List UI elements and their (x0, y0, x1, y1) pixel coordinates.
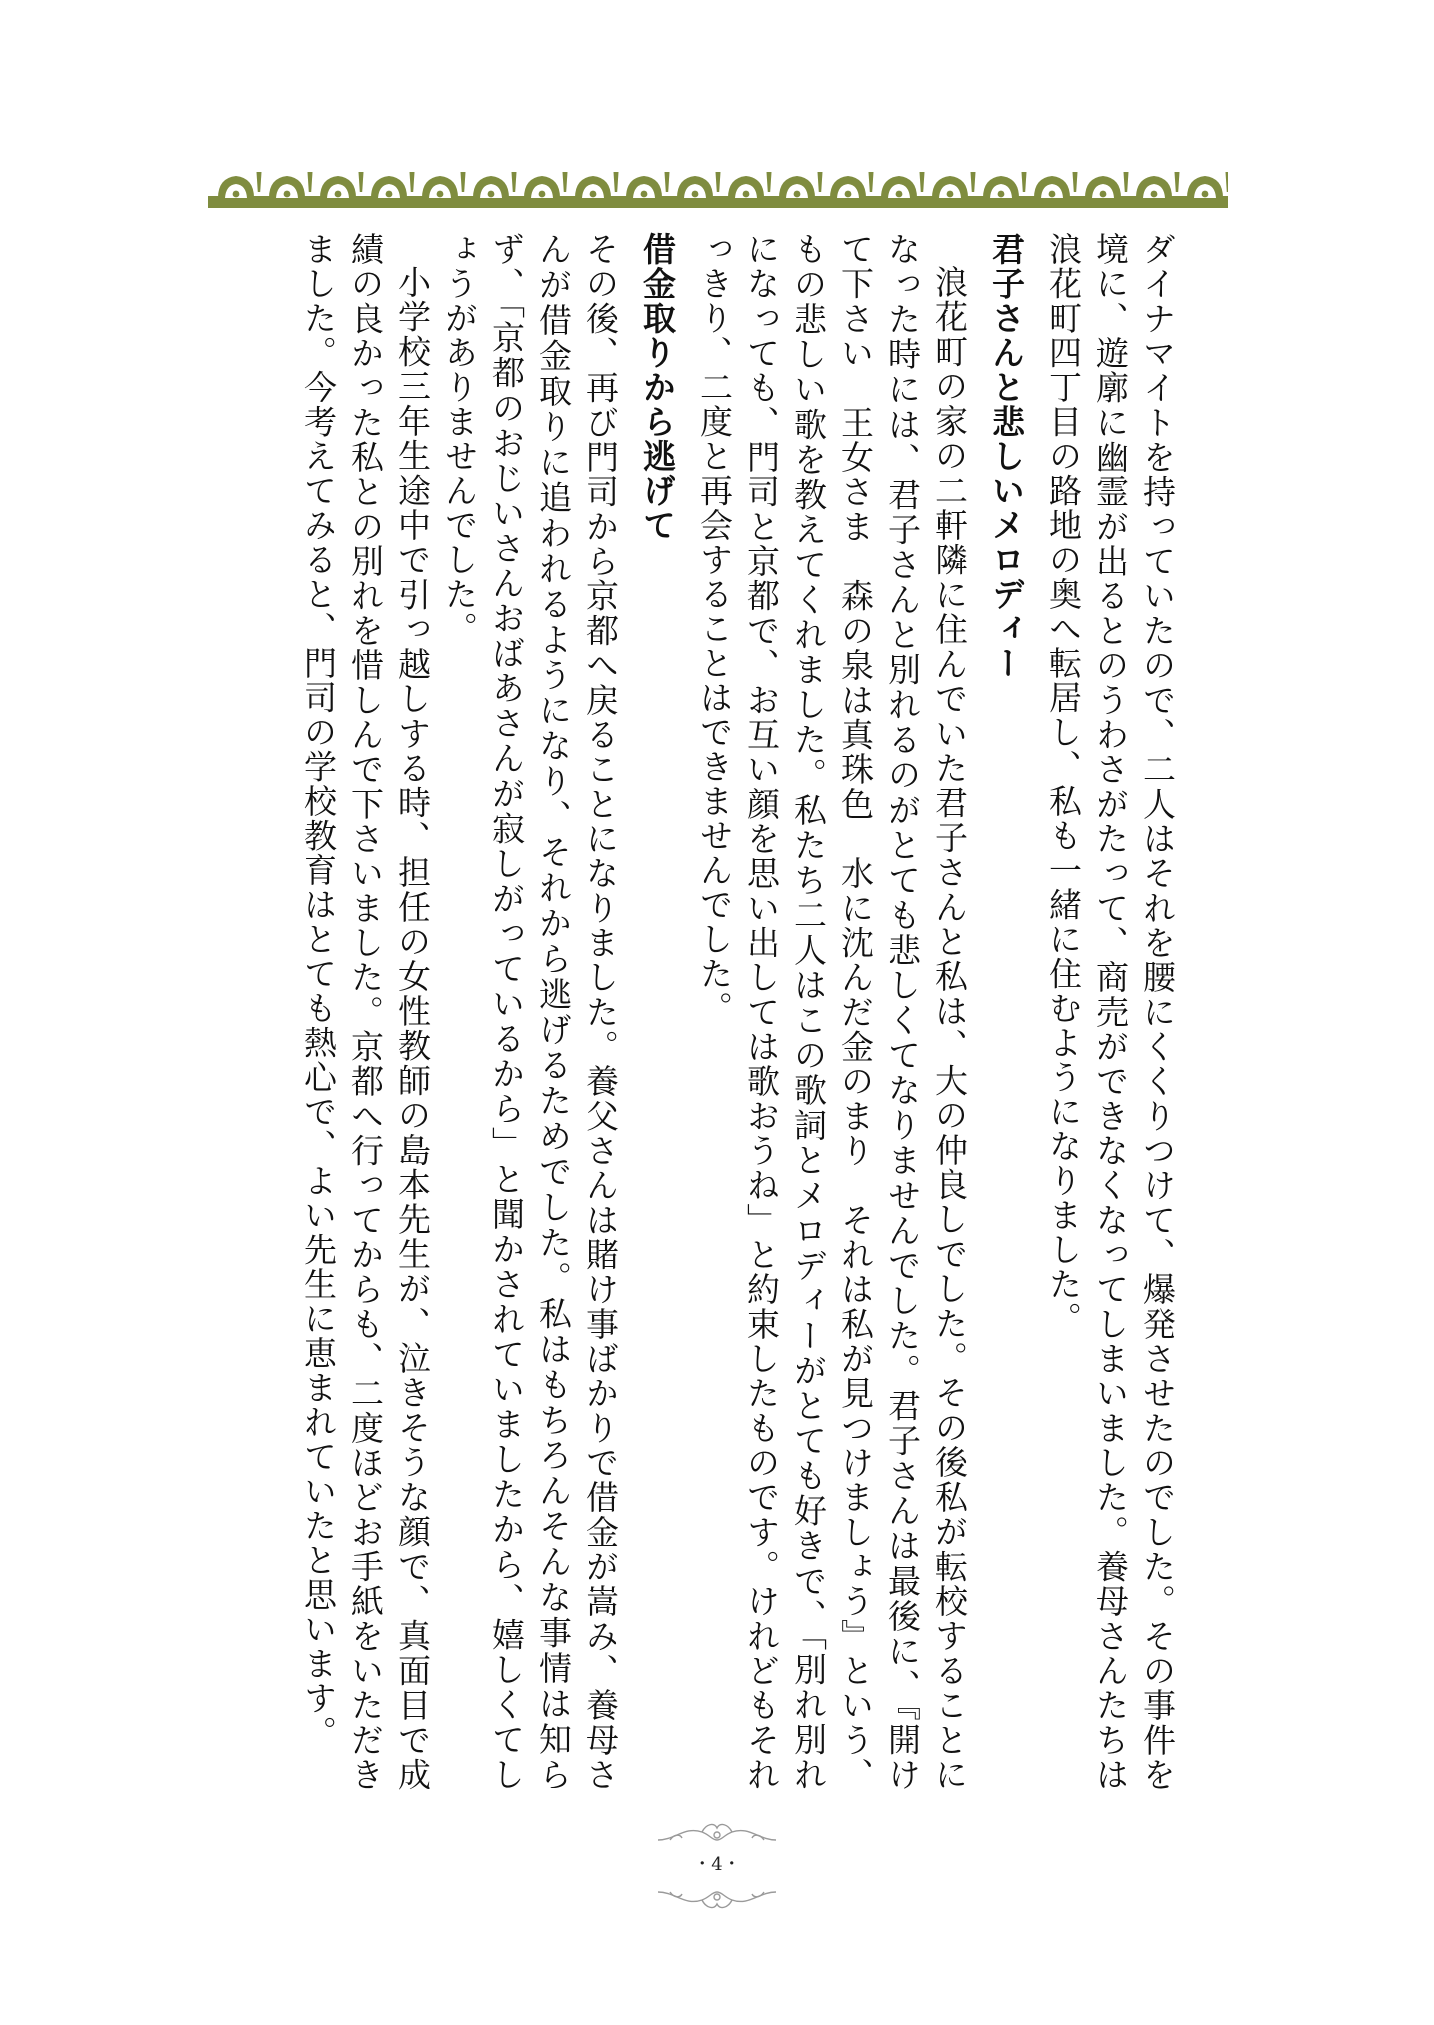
flourish-bottom-icon (650, 1884, 784, 1914)
paragraph: その後、再び門司から京都へ戻ることになりました。養父さんは賭け事ばかりで借金が嵩み、養母さんが借金取りに追われるようになり、それから逃げるためでした。私はもちろんそんな事情は知らず、「京都のおじいさんおばあさんが寂しがっているから」と聞かされていましたから、嬉しくてしょうがありませんでした。 (440, 232, 620, 1792)
paragraph: ダイナマイトを持っていたので、二人はそれを腰にくくりつけて、爆発させたのでした。その事件を境に、遊廓に幽霊が出るとのうわさがたって、商売ができなくなってしまいました。養母さんたちは浪花町四丁目の路地の奥へ転居し、私も一緒に住むようになりました。 (1044, 232, 1177, 1792)
paragraph: 浪花町の家の二軒隣に住んでいた君子さんと私は、大の仲良しでした。その後私が転校することになった時には、君子さんと別れるのがとても悲しくてなりませんでした。君子さんは最後に、『開けて下さい 王女さま 森の泉は真珠色 水に沈んだ金のまり それは私が見つけましょう』という、もの悲しい歌を教えてくれました。私たち二人はこの歌詞とメロディーがとても好きで、「別れ別れになっても、門司と京都で、お互い顔を思い出しては歌おうね」と約束したものです。けれどもそれっきり、二度と再会することはできませんでした。 (695, 232, 969, 1792)
section-heading: 君子さんと悲しいメロディー (987, 232, 1026, 681)
decorative-border (208, 168, 1228, 210)
flourish-top-icon (650, 1818, 784, 1848)
body-text (295, 232, 1181, 1792)
page-number: ・4・ (693, 1854, 741, 1875)
section-heading: 借金取りから逃げて (638, 232, 677, 543)
paragraph: 小学校三年生途中で引っ越しする時、担任の女性教師の島本先生が、泣きそうな顔で、真面目で成績の良かった私との別れを惜しんで下さいました。京都へ行ってからも、二度ほどお手紙をいただきました。今考えてみると、門司の学校教育はとても熱心で、よい先生に恵まれていたと思います。 (299, 232, 432, 1792)
page-footer (650, 1818, 784, 1918)
leaf-border-ornament (208, 168, 1228, 210)
text-frame (295, 232, 1195, 1792)
